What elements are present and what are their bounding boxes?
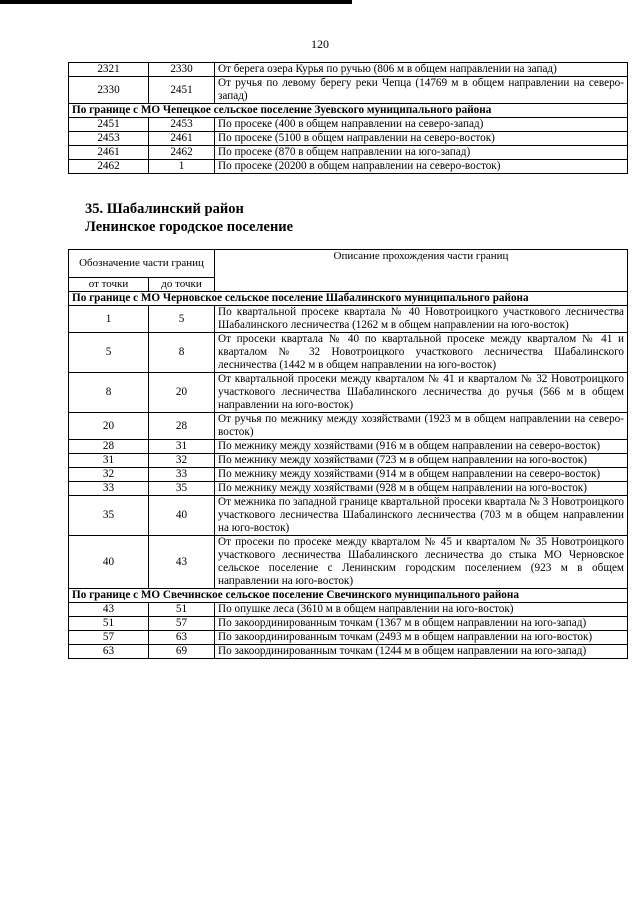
point-from: 2451 bbox=[69, 118, 149, 132]
section-title: По границе с МО Чепецкое сельское поселение Зуевского муниципального района bbox=[69, 104, 628, 118]
table-row bbox=[69, 482, 628, 496]
table-row bbox=[69, 440, 628, 454]
table-row bbox=[69, 413, 628, 440]
section-row bbox=[69, 589, 628, 603]
section-row bbox=[69, 104, 628, 118]
point-to: 31 bbox=[149, 440, 215, 454]
point-to: 57 bbox=[149, 617, 215, 631]
point-to: 2453 bbox=[149, 118, 215, 132]
description: По просеке (400 в общем направлении на северо-запад) bbox=[215, 118, 628, 132]
header-to: до точки bbox=[149, 278, 215, 292]
point-from: 51 bbox=[69, 617, 149, 631]
point-from: 2453 bbox=[69, 132, 149, 146]
point-to: 63 bbox=[149, 631, 215, 645]
section-row bbox=[69, 292, 628, 306]
table-row bbox=[69, 118, 628, 132]
table-row bbox=[69, 132, 628, 146]
table-row bbox=[69, 454, 628, 468]
point-from: 57 bbox=[69, 631, 149, 645]
description: По опушке леса (3610 м в общем направлении на юго-восток) bbox=[215, 603, 628, 617]
section-heading: 35. Шабалинский район bbox=[85, 201, 244, 217]
description: По закоординированным точкам (2493 м в общем направлении на юго-восток) bbox=[215, 631, 628, 645]
top-rule bbox=[0, 0, 352, 4]
point-to: 40 bbox=[149, 496, 215, 536]
table-row bbox=[69, 306, 628, 333]
table-row bbox=[69, 63, 628, 77]
point-from: 8 bbox=[69, 373, 149, 413]
point-from: 2321 bbox=[69, 63, 149, 77]
point-from: 20 bbox=[69, 413, 149, 440]
point-from: 43 bbox=[69, 603, 149, 617]
point-from: 2330 bbox=[69, 77, 149, 104]
point-to: 2462 bbox=[149, 146, 215, 160]
description: По просеке (20200 в общем направлении на северо-восток) bbox=[215, 160, 628, 174]
point-to: 1 bbox=[149, 160, 215, 174]
point-to: 32 bbox=[149, 454, 215, 468]
main-boundary-table bbox=[68, 249, 628, 659]
description: По закоординированным точкам (1367 м в общем направлении на юго-запад) bbox=[215, 617, 628, 631]
page-number: 120 bbox=[311, 37, 329, 51]
point-to: 20 bbox=[149, 373, 215, 413]
point-from: 2461 bbox=[69, 146, 149, 160]
point-from: 32 bbox=[69, 468, 149, 482]
description: От просеки квартала № 40 по квартальной просеке между кварталом № 41 и кварталом № 32 Новотроицкого участкового лесничества Шабалинского лесничества (1442 м в общем направлении на юго-восток) bbox=[215, 333, 628, 373]
description: От ручья по левому берегу реки Чепца (14769 м в общем направлении на северо-запад) bbox=[215, 77, 628, 104]
table-row bbox=[69, 146, 628, 160]
point-to: 2461 bbox=[149, 132, 215, 146]
table-row bbox=[69, 333, 628, 373]
point-to: 5 bbox=[149, 306, 215, 333]
point-from: 28 bbox=[69, 440, 149, 454]
table-row bbox=[69, 645, 628, 659]
description: По квартальной просеке квартала № 40 Новотроицкого участкового лесничества Шабалинского лесничества (1262 м в общем направлении на юго-восток) bbox=[215, 306, 628, 333]
description: По просеке (5100 в общем направлении на северо-восток) bbox=[215, 132, 628, 146]
point-to: 2451 bbox=[149, 77, 215, 104]
description: От просеки по просеке между кварталом № 45 и кварталом № 35 Новотроицкого участкового лесничества Шабалинского лесничества до стыка МО Черновское сельское поселение с Ленинским городским поселением (923 м в общем направлении на юго-восток) bbox=[215, 536, 628, 589]
table-row bbox=[69, 160, 628, 174]
point-from: 63 bbox=[69, 645, 149, 659]
point-to: 28 bbox=[149, 413, 215, 440]
table-row bbox=[69, 468, 628, 482]
point-from: 40 bbox=[69, 536, 149, 589]
header-part: Обозначение части границ bbox=[69, 250, 215, 278]
description: От берега озера Курья по ручью (806 м в общем направлении на запад) bbox=[215, 63, 628, 77]
point-from: 31 bbox=[69, 454, 149, 468]
top-boundary-table bbox=[68, 62, 628, 174]
point-from: 2462 bbox=[69, 160, 149, 174]
point-from: 35 bbox=[69, 496, 149, 536]
header-description: Описание прохождения части границ bbox=[215, 250, 628, 292]
table-row bbox=[69, 496, 628, 536]
description: По межнику между хозяйствами (928 м в общем направлении на юго-восток) bbox=[215, 482, 628, 496]
section-title: По границе с МО Свечинское сельское поселение Свечинского муниципального района bbox=[69, 589, 628, 603]
point-to: 35 bbox=[149, 482, 215, 496]
table-row bbox=[69, 373, 628, 413]
description: От квартальной просеки между кварталом № 41 и кварталом № 32 Новотроицкого участкового лесничества Шабалинского лесничества до ручья (566 м в общем направлении на юго-восток) bbox=[215, 373, 628, 413]
description: По межнику между хозяйствами (914 м в общем направлении на северо-восток) bbox=[215, 468, 628, 482]
description: По просеке (870 в общем направлении на юго-запад) bbox=[215, 146, 628, 160]
point-from: 33 bbox=[69, 482, 149, 496]
table-row bbox=[69, 77, 628, 104]
description: По межнику между хозяйствами (916 м в общем направлении на северо-восток) bbox=[215, 440, 628, 454]
point-to: 51 bbox=[149, 603, 215, 617]
point-from: 5 bbox=[69, 333, 149, 373]
description: По закоординированным точкам (1244 м в общем направлении на юго-запад) bbox=[215, 645, 628, 659]
point-to: 69 bbox=[149, 645, 215, 659]
point-to: 8 bbox=[149, 333, 215, 373]
header-from: от точки bbox=[69, 278, 149, 292]
subsection-heading: Ленинское городское поселение bbox=[85, 219, 294, 235]
point-to: 33 bbox=[149, 468, 215, 482]
table-row bbox=[69, 631, 628, 645]
point-to: 43 bbox=[149, 536, 215, 589]
point-to: 2330 bbox=[149, 63, 215, 77]
description: От ручья по межнику между хозяйствами (1923 м в общем направлении на северо-восток) bbox=[215, 413, 628, 440]
description: По межнику между хозяйствами (723 м в общем направлении на юго-восток) bbox=[215, 454, 628, 468]
table-row bbox=[69, 617, 628, 631]
table-row bbox=[69, 536, 628, 589]
section-title: По границе с МО Черновское сельское поселение Шабалинского муниципального района bbox=[69, 292, 628, 306]
table-row bbox=[69, 603, 628, 617]
point-from: 1 bbox=[69, 306, 149, 333]
description: От межника по западной границе квартальной просеки квартала № 3 Новотроицкого участкового лесничества Шабалинского лесничества (703 м в общем направлении на юго-восток) bbox=[215, 496, 628, 536]
